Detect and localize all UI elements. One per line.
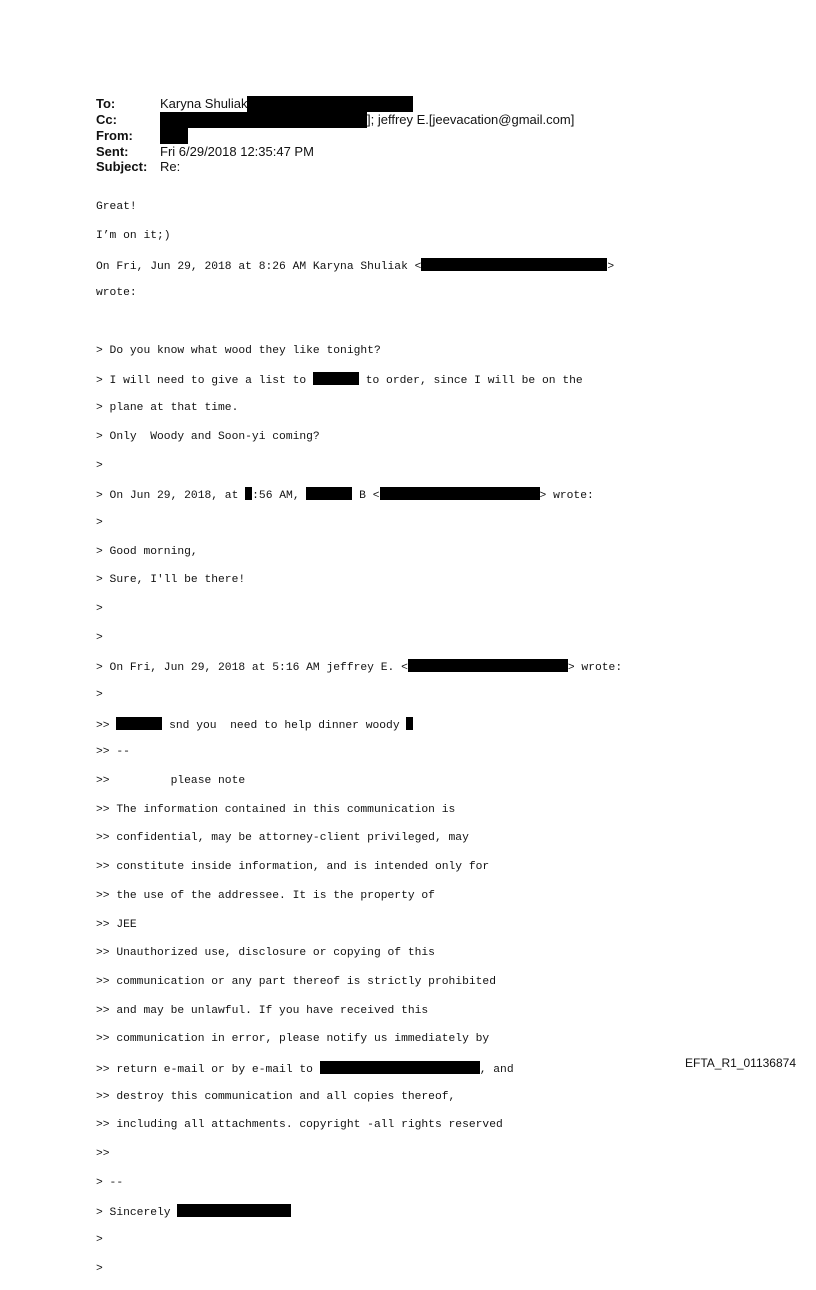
body-line: > bbox=[96, 631, 103, 644]
redaction-box bbox=[421, 258, 607, 271]
body-line: >> Unauthorized use, disclosure or copying of this bbox=[96, 947, 435, 960]
sent-label: Sent: bbox=[96, 144, 129, 159]
body-line: I’m on it;) bbox=[96, 230, 171, 243]
redaction-box bbox=[306, 487, 352, 500]
body-line bbox=[96, 1061, 622, 1075]
body-line: > bbox=[96, 516, 103, 529]
redaction-box bbox=[160, 128, 188, 144]
body-line: >> -- bbox=[96, 746, 130, 759]
to-label: To: bbox=[96, 96, 116, 111]
body-line: > bbox=[96, 459, 103, 472]
redaction-box bbox=[406, 717, 413, 730]
blank-line bbox=[96, 315, 622, 329]
body-line: >> communication or any part thereof is strictly prohibited bbox=[96, 975, 496, 988]
redaction-box bbox=[177, 1204, 291, 1217]
subject-label: Subject: bbox=[96, 159, 148, 174]
body-line bbox=[96, 487, 622, 501]
sent-value: Fri 6/29/2018 12:35:47 PM bbox=[160, 144, 314, 159]
body-text: > I will need to give a list to bbox=[96, 375, 313, 388]
body-line: > bbox=[96, 1262, 103, 1275]
body-line: > Good morning, bbox=[96, 545, 198, 558]
body-line: Great! bbox=[96, 201, 137, 214]
body-text: >> return e-mail or by e-mail to bbox=[96, 1063, 320, 1076]
body-line: >> including all attachments. copyright -all rights reserved bbox=[96, 1119, 503, 1132]
cc-value bbox=[160, 112, 574, 128]
redaction-box bbox=[116, 717, 162, 730]
body-text: > On Jun 29, 2018, at bbox=[96, 490, 246, 503]
body-line: > Do you know what wood they like tonight? bbox=[96, 344, 381, 357]
subject-value: Re: bbox=[160, 159, 181, 174]
body-line bbox=[96, 1204, 622, 1218]
from-value bbox=[160, 128, 188, 144]
body-line: > bbox=[96, 602, 103, 615]
to-value bbox=[160, 96, 413, 112]
body-line: >> please note bbox=[96, 775, 246, 788]
body-line: >> confidential, may be attorney-client privileged, may bbox=[96, 832, 469, 845]
body-line bbox=[96, 372, 622, 386]
body-line bbox=[96, 659, 622, 673]
redaction-box bbox=[320, 1061, 480, 1074]
body-line: > plane at that time. bbox=[96, 402, 239, 415]
body-line bbox=[96, 717, 622, 731]
body-line: >> JEE bbox=[96, 918, 137, 931]
body-text: to order, since I will be on the bbox=[358, 375, 583, 388]
body-line: > Sure, I'll be there! bbox=[96, 574, 246, 587]
body-line: >> constitute inside information, and is intended only for bbox=[96, 861, 490, 874]
email-body bbox=[96, 186, 622, 1290]
body-text: > wrote: bbox=[567, 662, 623, 675]
body-text: B < bbox=[352, 490, 380, 503]
body-line: wrote: bbox=[96, 287, 137, 300]
redaction-box bbox=[313, 372, 359, 385]
cc-label: Cc: bbox=[96, 112, 117, 127]
body-text: , and bbox=[479, 1063, 514, 1076]
body-line bbox=[96, 258, 622, 272]
body-line: >> The information contained in this communication is bbox=[96, 803, 456, 816]
body-line: > bbox=[96, 689, 103, 702]
body-text: :56 AM, bbox=[252, 490, 307, 503]
body-line: >> the use of the addressee. It is the property of bbox=[96, 889, 435, 902]
document-id: EFTA_R1_01136874 bbox=[685, 1056, 796, 1070]
body-text: On Fri, Jun 29, 2018 at 8:26 AM Karyna Shuliak < bbox=[96, 260, 422, 273]
body-text: snd you need to help dinner woody bbox=[162, 719, 407, 732]
cc-email-text: ]; jeffrey E.[jeevacation@gmail.com] bbox=[367, 112, 575, 127]
body-text: >> bbox=[96, 719, 117, 732]
redaction-box bbox=[160, 112, 367, 128]
body-line: >> destroy this communication and all copies thereof, bbox=[96, 1090, 456, 1103]
redaction-box bbox=[380, 487, 540, 500]
body-line: >> communication in error, please notify us immediately by bbox=[96, 1033, 490, 1046]
body-line: > Only Woody and Soon-yi coming? bbox=[96, 430, 320, 443]
body-line: >> bbox=[96, 1148, 110, 1161]
body-text: > Sincerely bbox=[96, 1207, 178, 1220]
body-line: >> and may be unlawful. If you have received this bbox=[96, 1004, 429, 1017]
body-text: > bbox=[607, 260, 615, 273]
from-label: From: bbox=[96, 128, 133, 143]
redaction-box bbox=[247, 96, 413, 112]
body-line: > -- bbox=[96, 1176, 124, 1189]
body-text: > On Fri, Jun 29, 2018 at 5:16 AM jeffrey E. < bbox=[96, 662, 408, 675]
redaction-box bbox=[408, 659, 568, 672]
to-name: Karyna Shuliak bbox=[160, 96, 248, 111]
body-line: > bbox=[96, 1234, 103, 1247]
body-text: > wrote: bbox=[539, 490, 594, 503]
